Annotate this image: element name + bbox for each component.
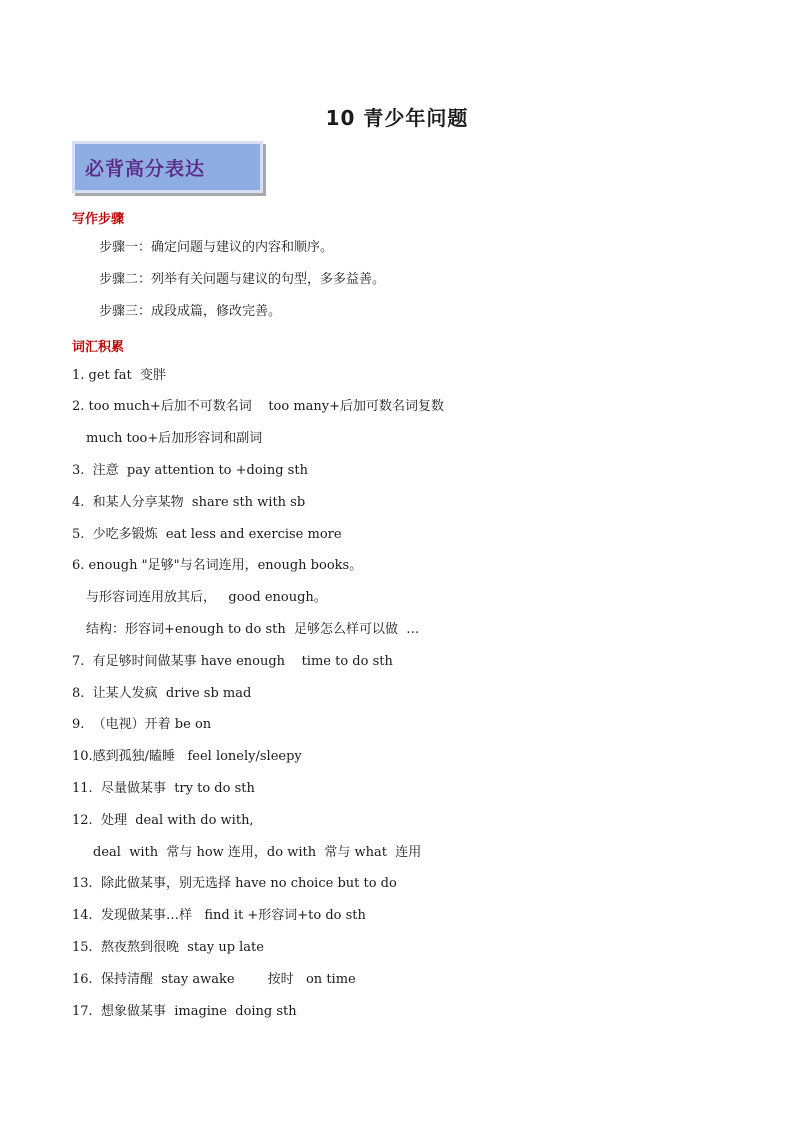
vocab-line: 3. 注意 pay attention to +doing sth bbox=[72, 463, 308, 478]
vocab-line: 11. 尽量做某事 try to do sth bbox=[72, 781, 255, 796]
vocab-line: 10.感到孤独/瞌睡 feel lonely/sleepy bbox=[72, 749, 302, 764]
writing-steps-heading: 写作步骤 bbox=[72, 212, 125, 227]
vocab-line: 7. 有足够时间做某事 have enough time to do sth bbox=[72, 654, 393, 669]
vocab-line: 6. enough "足够"与名词连用，enough books。 bbox=[72, 558, 363, 573]
vocab-line: 13. 除此做某事，别无选择 have no choice but to do bbox=[72, 876, 397, 891]
section-banner bbox=[72, 141, 263, 193]
vocab-line: 12. 处理 deal with do with, bbox=[72, 813, 254, 828]
vocab-line: 16. 保持清醒 stay awake 按时 on time bbox=[72, 972, 356, 987]
vocab-line: 15. 熬夜熬到很晚 stay up late bbox=[72, 940, 264, 955]
vocab-line: 17. 想象做某事 imagine doing sth bbox=[72, 1004, 297, 1019]
vocab-line: 8. 让某人发疯 drive sb mad bbox=[72, 686, 252, 701]
vocab-line: 14. 发现做某事…样 find it +形容词+to do sth bbox=[72, 908, 366, 923]
writing-step: 步骤三：成段成篇，修改完善。 bbox=[99, 304, 282, 319]
writing-step: 步骤一：确定问题与建议的内容和顺序。 bbox=[99, 240, 334, 255]
vocabulary-heading: 词汇积累 bbox=[72, 340, 125, 355]
vocab-line: 2. too much+后加不可数名词 too many+后加可数名词复数 bbox=[72, 399, 445, 414]
vocab-line: 与形容词连用放其后， good enough。 bbox=[86, 590, 327, 605]
document-title: 10 青少年问题 bbox=[325, 106, 469, 130]
vocab-line: 结构：形容词+enough to do sth 足够怎么样可以做 … bbox=[86, 622, 420, 637]
vocab-line: 1. get fat 变胖 bbox=[72, 368, 166, 383]
vocab-line: deal with 常与 how 连用，do with 常与 what 连用 bbox=[93, 845, 422, 860]
vocab-line: 9. （电视）开着 be on bbox=[72, 717, 212, 732]
vocab-line: much too+后加形容词和副词 bbox=[86, 431, 263, 446]
writing-step: 步骤二：列举有关问题与建议的句型，多多益善。 bbox=[99, 272, 386, 287]
banner-label: 必背高分表达 bbox=[85, 158, 206, 180]
vocab-line: 5. 少吃多锻炼 eat less and exercise more bbox=[72, 527, 342, 542]
vocab-line: 4. 和某人分享某物 share sth with sb bbox=[72, 495, 306, 510]
